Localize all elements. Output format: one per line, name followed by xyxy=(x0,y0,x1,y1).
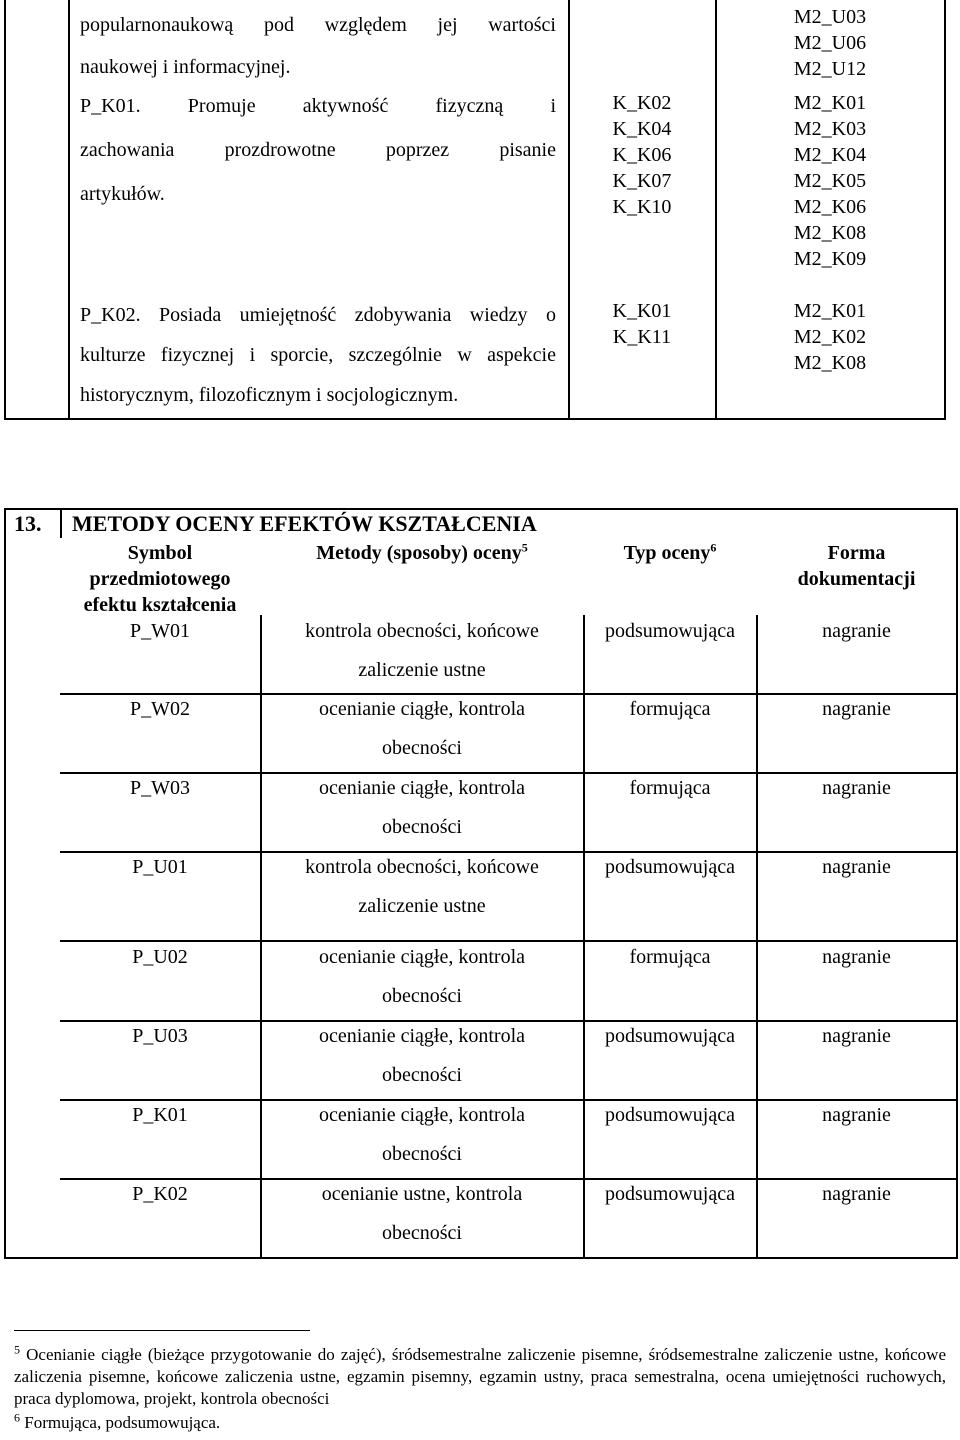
type-cell: formująca xyxy=(629,777,711,799)
method-cell xyxy=(262,1175,582,1253)
footnote-ref: 6 xyxy=(710,540,717,555)
method-cell xyxy=(262,1096,582,1174)
symbol-cell: P_U03 xyxy=(132,1025,188,1047)
type-cell: podsumowująca xyxy=(605,1183,735,1205)
m2-codes xyxy=(716,4,944,82)
type-cell: podsumowująca xyxy=(605,620,735,642)
type-cell: podsumowująca xyxy=(605,856,735,878)
m2-code: M2_K08 xyxy=(793,352,867,374)
m2-code: M2_U12 xyxy=(793,58,867,80)
text-line: obecności xyxy=(382,1222,462,1244)
footnote-mark: 6 xyxy=(14,1410,20,1425)
table-border xyxy=(944,0,946,419)
text-line: zaliczenie ustne xyxy=(358,659,486,681)
footnote-ref: 5 xyxy=(521,540,528,555)
text-line: zaliczenie ustne xyxy=(358,895,486,917)
k-code: K_K01 xyxy=(612,300,672,322)
header-text: Forma xyxy=(827,542,886,564)
symbol-cell: P_K02 xyxy=(132,1183,188,1205)
text-line: Promuje aktywność fizyczną i xyxy=(187,95,557,117)
form-cell: nagranie xyxy=(822,946,891,968)
header-text: Symbol xyxy=(127,542,193,564)
footnote-text: Formująca, podsumowująca. xyxy=(24,1413,221,1432)
outcome-description xyxy=(80,172,556,216)
m2-code: M2_K03 xyxy=(793,118,867,140)
m2-codes xyxy=(716,90,944,272)
type-cell: podsumowująca xyxy=(605,1104,735,1126)
text-line: ocenianie ustne, kontrola xyxy=(321,1183,523,1205)
footnote-mark: 5 xyxy=(14,1342,20,1357)
symbol-cell: P_U01 xyxy=(132,856,188,878)
outcome-description xyxy=(80,46,556,88)
table-border xyxy=(4,1257,958,1259)
table-border xyxy=(4,418,946,420)
method-cell xyxy=(262,1017,582,1095)
m2-code: M2_K01 xyxy=(793,92,867,114)
header-text: efektu kształcenia xyxy=(83,594,237,616)
header-text: Typ oceny xyxy=(623,542,711,564)
table-border xyxy=(4,508,6,1258)
k-code: K_K07 xyxy=(612,170,672,192)
symbol-cell: P_K01 xyxy=(132,1104,188,1126)
footnote-5 xyxy=(14,1344,946,1410)
symbol-cell: P_W03 xyxy=(130,777,190,799)
type-cell: formująca xyxy=(629,698,711,720)
text-line: ocenianie ciągłe, kontrola xyxy=(318,777,525,799)
method-cell xyxy=(262,938,582,1016)
text-line: ocenianie ciągłe, kontrola xyxy=(318,946,525,968)
text-line: obecności xyxy=(382,1143,462,1165)
footnote-6 xyxy=(14,1412,946,1434)
text-line: naukowej i informacyjnej. xyxy=(80,56,291,78)
header-text: przedmiotowego xyxy=(89,568,231,590)
method-cell xyxy=(262,848,582,926)
k-code: K_K06 xyxy=(612,144,672,166)
k-code: K_K10 xyxy=(612,196,672,218)
type-cell: podsumowująca xyxy=(605,1025,735,1047)
header-methods xyxy=(262,540,582,566)
m2-code: M2_K09 xyxy=(793,248,867,270)
outcome-code: P_K02. xyxy=(80,304,141,326)
table-border xyxy=(956,508,958,1258)
symbol-cell: P_W02 xyxy=(130,698,190,720)
header-text: Metody (sposoby) oceny xyxy=(316,542,522,564)
outcome-description xyxy=(80,295,556,375)
outcome-description xyxy=(80,4,556,46)
text-line: ocenianie ciągłe, kontrola xyxy=(318,1104,525,1126)
symbol-cell: P_U02 xyxy=(132,946,188,968)
text-line: kontrola obecności, końcowe xyxy=(305,856,539,878)
outcome-code: P_K01. xyxy=(80,95,141,117)
form-cell: nagranie xyxy=(822,1183,891,1205)
section-number: 13. xyxy=(14,511,42,536)
m2-code: M2_K02 xyxy=(793,326,867,348)
text-line: kulturze fizycznej i sporcie, szczególnie w aspekcie xyxy=(80,344,556,366)
k-code: K_K04 xyxy=(612,118,672,140)
text-line: artykułów. xyxy=(80,183,165,205)
footnote-text: Ocenianie ciągłe (bieżące przygotowanie do zajęć), śródsemestralne zaliczenie pisemne, śródsemestralne zaliczenie ustne, końcowe zaliczenia pisemne, końcowe zaliczenia ustne, egzamin pisemny, egzamin ustny, praca semestralna, ocena umiejętności ruchowych, praca dyplomowa, projekt, kontrola obecności xyxy=(14,1345,947,1408)
m2-codes xyxy=(716,298,944,376)
m2-code: M2_U03 xyxy=(793,6,867,28)
table-border xyxy=(68,0,70,419)
table-border xyxy=(4,0,6,419)
k-codes xyxy=(569,90,715,220)
form-cell: nagranie xyxy=(822,1104,891,1126)
text-line: obecności xyxy=(382,1064,462,1086)
outcome-description xyxy=(80,84,556,172)
m2-code: M2_K05 xyxy=(793,170,867,192)
text-line: obecności xyxy=(382,737,462,759)
text-line: zachowania prozdrowotne poprzez pisanie xyxy=(80,139,556,161)
m2-code: M2_K01 xyxy=(793,300,867,322)
text-line: historycznym, filozoficznym i socjologicznym. xyxy=(80,384,459,406)
text-line: obecności xyxy=(382,816,462,838)
text-line: obecności xyxy=(382,985,462,1007)
text-line: popularnonaukową pod względem jej wartości xyxy=(80,14,556,36)
section-title: METODY OCENY EFEKTÓW KSZTAŁCENIA xyxy=(72,511,537,536)
footnote-separator xyxy=(14,1330,310,1331)
type-cell: formująca xyxy=(629,946,711,968)
form-cell: nagranie xyxy=(822,620,891,642)
m2-code: M2_U06 xyxy=(793,32,867,54)
k-codes xyxy=(569,298,715,350)
text-line: Posiada umiejętność zdobywania wiedzy o xyxy=(159,304,556,326)
k-code: K_K11 xyxy=(612,326,672,348)
symbol-cell: P_W01 xyxy=(130,620,190,642)
form-cell: nagranie xyxy=(822,777,891,799)
form-cell: nagranie xyxy=(822,856,891,878)
header-form xyxy=(757,540,956,592)
method-cell xyxy=(262,769,582,847)
header-symbol xyxy=(60,540,260,618)
k-code: K_K02 xyxy=(612,92,672,114)
m2-code: M2_K08 xyxy=(793,222,867,244)
header-type xyxy=(584,540,756,566)
text-line: ocenianie ciągłe, kontrola xyxy=(318,1025,525,1047)
text-line: kontrola obecności, końcowe xyxy=(305,620,539,642)
form-cell: nagranie xyxy=(822,1025,891,1047)
table-border xyxy=(60,508,62,538)
text-line: ocenianie ciągłe, kontrola xyxy=(318,698,525,720)
outcome-description xyxy=(80,375,556,415)
header-text: dokumentacji xyxy=(797,568,916,590)
m2-code: M2_K06 xyxy=(793,196,867,218)
m2-code: M2_K04 xyxy=(793,144,867,166)
method-cell xyxy=(262,612,582,690)
method-cell xyxy=(262,690,582,768)
form-cell: nagranie xyxy=(822,698,891,720)
